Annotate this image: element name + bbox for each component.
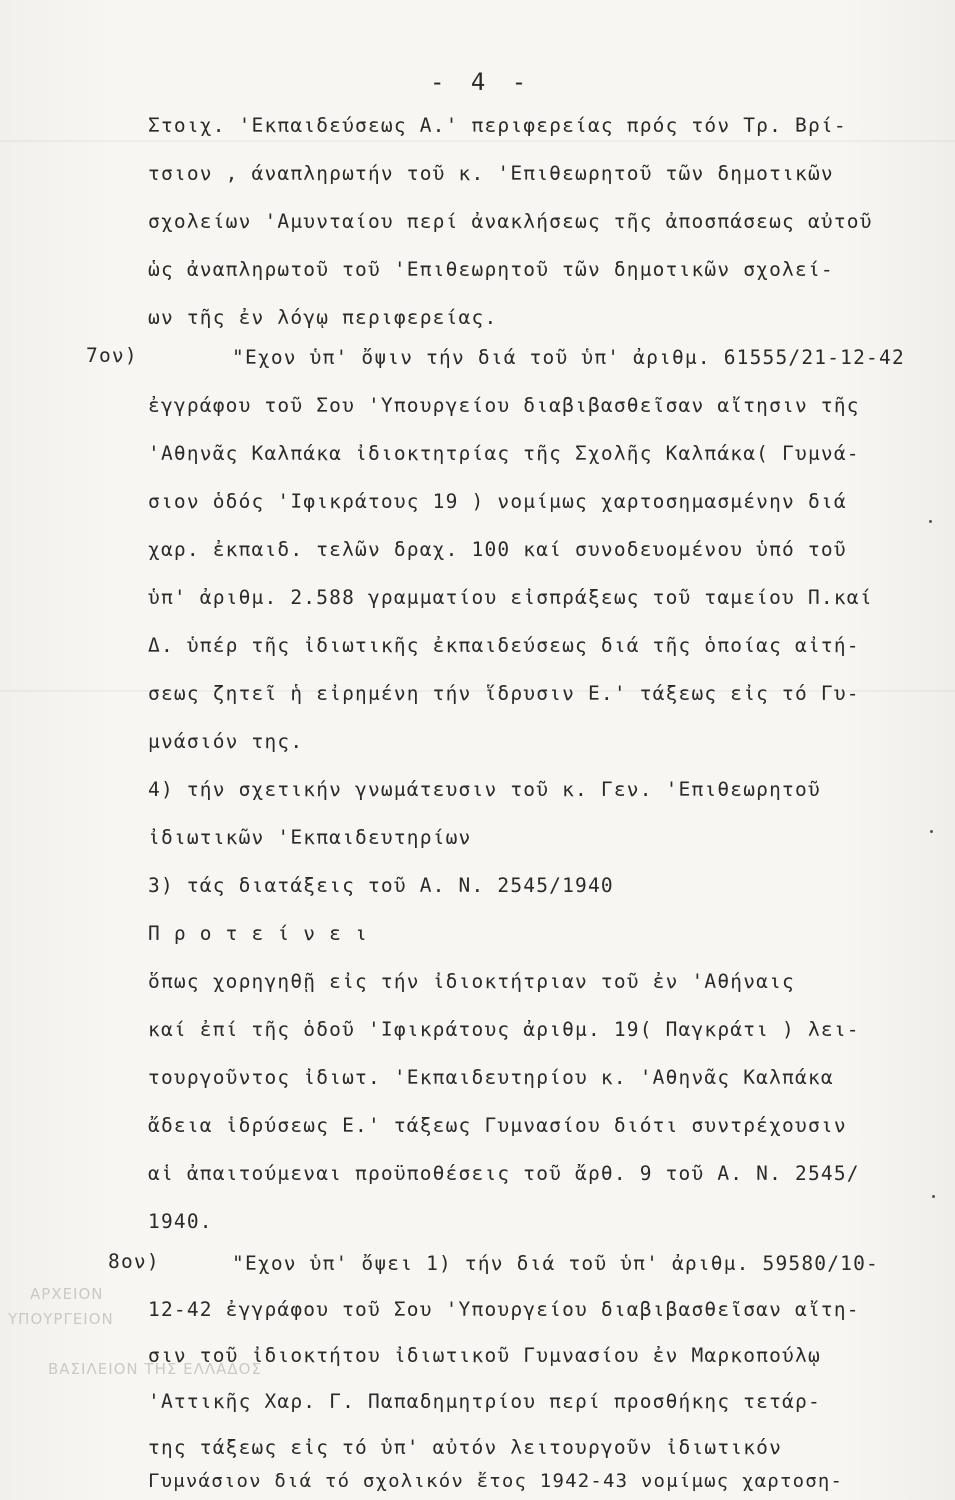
scan-artifact bbox=[0, 140, 955, 142]
section-label: 8ον) bbox=[108, 1250, 160, 1273]
text-line: σιον ὁδός 'Ιφικράτους 19 ) νομίμως χαρτοσημασμένην διά bbox=[148, 490, 847, 513]
text-line: 3) τάς διατάξεις τοῦ Α. Ν. 2545/1940 bbox=[148, 874, 614, 897]
text-line: χαρ. ἐκπαιδ. τελῶν δραχ. 100 καί συνοδευομένου ὑπό τοῦ bbox=[148, 538, 847, 561]
text-line: μνάσιόν της. bbox=[148, 730, 304, 753]
text-line: ὡς ἀναπληρωτοῦ τοῦ 'Επιθεωρητοῦ τῶν δημοτικῶν σχολεί- bbox=[148, 258, 834, 281]
text-line: Π ρ ο τ ε ί ν ε ι bbox=[148, 922, 368, 945]
text-line: "Εχον ὑπ' ὄψιν τήν διά τοῦ ὑπ' ἀριθμ. 61555/21-12-42 bbox=[232, 346, 905, 369]
text-line: της τάξεως εἰς τό ὑπ' αὐτόν λειτουργοῦν ἰδιωτικόν bbox=[148, 1436, 783, 1459]
text-line: "Εχον ὑπ' ὄψει 1) τήν διά τοῦ ὑπ' ἀριθμ. 59580/10- bbox=[232, 1252, 879, 1275]
text-line: τουργοῦντος ἰδιωτ. 'Εκπαιδευτηρίου κ. 'Αθηνᾶς Καλπάκα bbox=[148, 1066, 834, 1089]
text-line: σχολείων 'Αμυνταίου περί ἀνακλήσεως τῆς ἀποσπάσεως αὐτοῦ bbox=[148, 210, 873, 233]
stamp-bleed: ΑΡΧΕΙΟΝ bbox=[30, 1285, 104, 1303]
margin-speck bbox=[929, 520, 932, 523]
text-line: σιν τοῦ ἰδιοκτήτου ἰδιωτικοῦ Γυμνασίου ἐν Μαρκοπούλῳ bbox=[148, 1344, 821, 1367]
text-line: σεως ζητεῖ ἡ εἰρημένη τήν ἵδρυσιν Ε.' τάξεως εἰς τό Γυ- bbox=[148, 682, 860, 705]
section-label: 7ον) bbox=[86, 344, 138, 367]
text-line: 'Αθηνᾶς Καλπάκα ἰδιοκτητρίας τῆς Σχολῆς Καλπάκα( Γυμνά- bbox=[148, 442, 860, 465]
stamp-bleed: ΒΑΣΙΛΕΙΟΝ ΤΗΣ ΕΛΛΑΔΟΣ bbox=[48, 1360, 262, 1378]
text-line: ων τῆς ἐν λόγῳ περιφερείας. bbox=[148, 306, 498, 329]
text-line: 12-42 ἐγγράφου τοῦ Σου 'Υπουργείου διαβιβασθεῖσαν αἴτη- bbox=[148, 1298, 860, 1321]
text-line: αἱ ἀπαιτούμεναι προϋποθέσεις τοῦ ἄρθ. 9 τοῦ Α. Ν. 2545/ bbox=[148, 1162, 860, 1185]
text-line: Γυμνάσιον διά τό σχολικόν ἔτος 1942-43 νομίμως χαρτοση- bbox=[148, 1470, 844, 1492]
text-line: 1940. bbox=[148, 1210, 213, 1233]
margin-speck bbox=[930, 830, 933, 833]
text-line: 4) τήν σχετικήν γνωμάτευσιν τοῦ κ. Γεν. 'Επιθεωρητοῦ bbox=[148, 778, 821, 801]
page-number: - 4 - bbox=[430, 68, 533, 96]
text-line: Δ. ὑπέρ τῆς ἰδιωτικῆς ἐκπαιδεύσεως διά τῆς ὁποίας αἰτή- bbox=[148, 634, 860, 657]
text-line: ὑπ' ἀριθμ. 2.588 γραμματίου εἰσπράξεως τοῦ ταμείου Π.καί bbox=[148, 586, 873, 609]
text-line: ἐγγράφου τοῦ Σου 'Υπουργείου διαβιβασθεῖσαν αἴτησιν τῆς bbox=[148, 394, 860, 417]
text-line: καί ἐπί τῆς ὁδοῦ 'Ιφικράτους ἀριθμ. 19( Παγκράτι ) λει- bbox=[148, 1018, 860, 1041]
text-line: Στοιχ. 'Εκπαιδεύσεως Α.' περιφερείας πρός τόν Τρ. Βρί- bbox=[148, 114, 847, 137]
text-line: ἰδιωτικῶν 'Εκπαιδευτηρίων bbox=[148, 826, 472, 849]
text-line: ὅπως χορηγηθῇ εἰς τήν ἰδιοκτήτριαν τοῦ ἐν 'Αθήναις bbox=[148, 970, 795, 993]
text-line: ἄδεια ἱδρύσεως Ε.' τάξεως Γυμνασίου διότι συντρέχουσιν bbox=[148, 1114, 847, 1137]
stamp-bleed: ΥΠΟΥΡΓΕΙΟΝ bbox=[8, 1310, 114, 1328]
text-line: 'Αττικῆς Χαρ. Γ. Παπαδημητρίου περί προσθήκης τετάρ- bbox=[148, 1390, 821, 1413]
text-line: τσιον , άναπληρωτήν τοῦ κ. 'Επιθεωρητοῦ τῶν δημοτικῶν bbox=[148, 162, 834, 185]
margin-speck bbox=[932, 1195, 935, 1198]
